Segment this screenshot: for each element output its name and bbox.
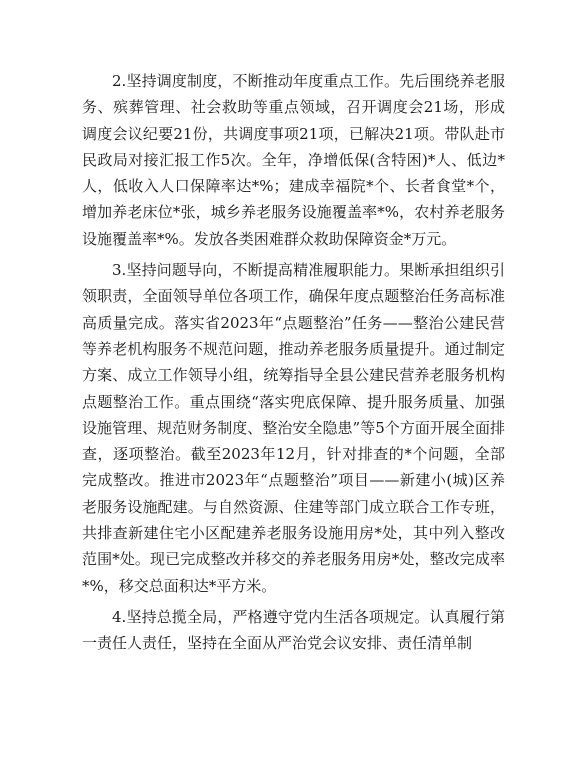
paragraph-2-scheduling-system: 2.坚持调度制度，不断推动年度重点工作。先后围绕养老服务、殡葬管理、社会救助等重点领域，召开调度会21场，形成调度会议纪要21份，共调度事项21项，已解决21项。带队赴市民政局对接汇报工作5次。全年，净增低保(含特困)*人、低边*人，低收入人口保障率达*%；建成幸福院*个、长者食堂*个，增加养老床位*张，城乡养老服务设施覆盖率*%，农村养老服务设施覆盖率*%。发放各类困难群众救助保障资金*万元。: [82, 72, 505, 248]
paragraph-3-problem-oriented: 3.坚持问题导向，不断提高精准履职能力。果断承担组织引领职责，全面领导单位各项工作，确保年度点题整治任务高标准高质量完成。落实省2023年“点题整治”任务——整治公建民营等养老机构服务不规范问题，推动养老服务质量提升。通过制定方案、成立工作领导小组，统筹指导全县公建民营养老服务机构点题整治工作。重点围绕“落实兜底保障、提升服务质量、加强设施管理、规范财务制度、整治安全隐患”等5个方面开展全面排查，逐项整治。截至2023年12月，针对排查的*个问题，全部完成整改。推进市2023年“点题整治”项目——新建小(城)区养老服务设施配建。与自然资源、住建等部门成立联合工作专班，共排查新建住宅小区配建养老服务设施用房*处，其中列入整改范围*处。现已完成整改并移交的养老服务用房*处，整改完成率*%，移交总面积达*平方米。: [82, 261, 505, 595]
document-body: [82, 68, 505, 657]
paragraph-4-overall-leadership: 4.坚持总揽全局，严格遵守党内生活各项规定。认真履行第一责任人责任，坚持在全面从严治党会议安排、责任清单制: [82, 607, 505, 653]
